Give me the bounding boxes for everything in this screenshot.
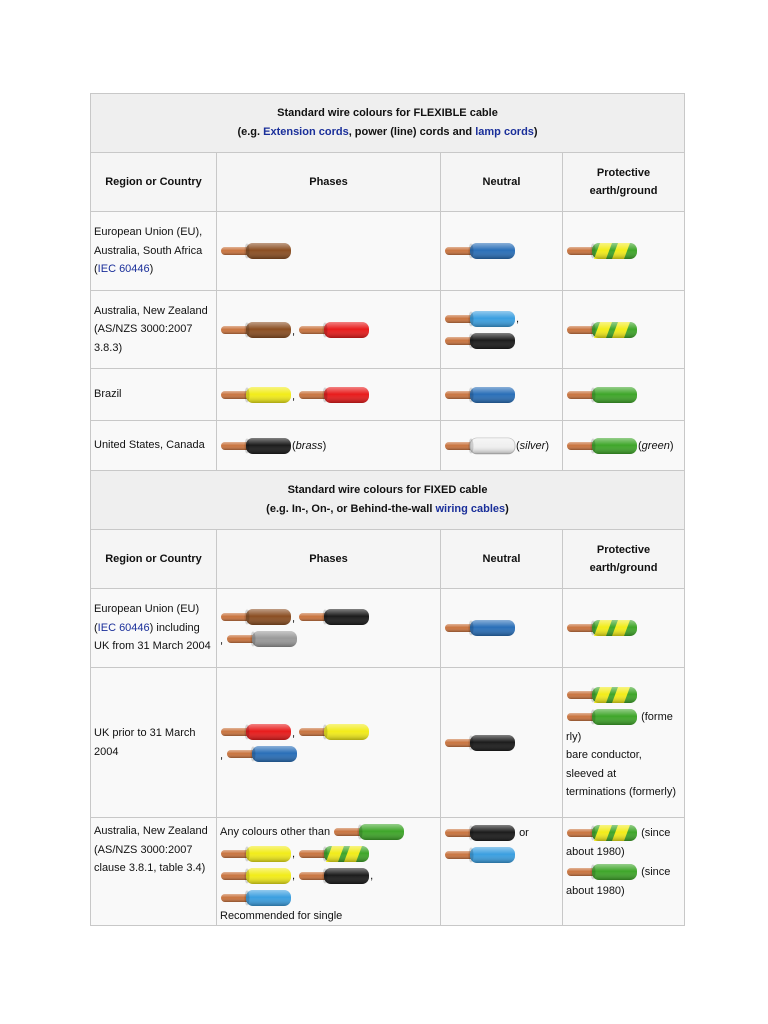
region-text: European Union (EU), [94,226,203,239]
earth-note: terminations (formerly) [566,786,677,798]
phases-cell [217,369,441,421]
ref-text: ( [94,621,98,634]
earth-cell [563,421,685,471]
neutral-caption: (silver) [516,439,550,452]
blue-wire-icon [444,619,516,637]
earth-header [563,153,685,212]
region-text: European Union (EU) [94,603,200,616]
iec-60446-link[interactable]: IEC 60446 [97,621,150,634]
region-text: (AS/NZS 3000:2007 [94,843,193,856]
red-wire-icon [298,321,370,339]
light-blue-wire-icon [444,846,516,864]
separator: , [292,325,296,337]
caption-text: brass [295,439,323,452]
separator: , [516,312,520,325]
region-cell [91,818,217,926]
black-wire-icon [444,824,516,842]
ref-text: ( [94,263,98,276]
table-row [91,818,685,926]
region-ref [94,619,213,638]
earth-cell [563,668,685,818]
since-text: about 1980) [566,885,625,897]
formerly-text: (forme [641,710,673,723]
region-cell [91,589,217,668]
earth-cell [563,589,685,668]
green-yellow-wire-icon [566,619,638,637]
brown-wire-icon [220,608,292,626]
since-text: about 1980) [566,846,625,858]
phase-caption: (brass) [292,439,327,452]
green-yellow-wire-icon [298,845,370,863]
green-yellow-wire-icon [566,686,638,704]
extension-cords-link[interactable]: Extension cords [263,126,349,138]
neutral-header: Neutral [441,530,563,589]
caption-text: silver [519,439,546,452]
subtitle-text: ) [533,126,538,138]
iec-60446-link[interactable]: IEC 60446 [97,263,150,276]
subtitle-text: (e.g. [237,126,264,138]
blue-wire-icon [226,745,298,763]
earth-cell [563,212,685,291]
light-blue-wire-icon [220,889,292,907]
neutral-cell [441,668,563,818]
fixed-cable-caption [91,471,685,530]
region-cell [91,668,217,818]
region-text: Australia, New Zealand [94,304,208,317]
phases-cell [217,212,441,291]
white-wire-icon [444,437,516,455]
table-row [91,421,685,471]
fixed-subtitle [94,500,681,519]
green-wire-icon [333,823,405,841]
neutral-cell [441,212,563,291]
phase-recommendation-text: Recommended for single [220,909,343,922]
region-text: clause 3.8.1, table 3.4) [94,862,206,874]
region-text: UK prior to 31 March [94,727,196,739]
or-text: or [519,826,529,839]
lamp-cords-link[interactable]: lamp cords [475,126,534,138]
light-blue-wire-icon [444,310,516,328]
region-cell: Brazil [91,369,217,421]
region-text: 2004 [94,745,119,758]
phases-cell [217,818,441,926]
subtitle-text: , power (line) cords and [348,126,476,138]
region-cell: United States, Canada [91,421,217,471]
table-row [91,589,685,668]
region-header: Region or Country [91,153,217,212]
region-text: Australia, South Africa [94,244,203,257]
earth-note: bare conductor, [566,749,642,761]
red-wire-icon [220,723,292,741]
separator: , [292,847,296,860]
subtitle-text: (e.g. In-, On-, or Behind-the-wall [266,503,436,515]
table-row [91,291,685,369]
ref-text: ) including [149,621,200,634]
separator: , [292,390,296,402]
flexible-cable-caption [91,94,685,153]
earth-header-line: Protective [596,544,651,556]
flexible-header-row [91,153,685,212]
region-text: Australia, New Zealand [94,825,208,837]
yellow-wire-icon [220,386,292,404]
neutral-cell [441,369,563,421]
blue-wire-icon [444,386,516,404]
since-text: (since [641,826,671,839]
neutral-header: Neutral [441,153,563,212]
brown-wire-icon [220,321,292,339]
region-cell [91,212,217,291]
ref-text: ) [149,263,154,276]
neutral-cell [441,818,563,926]
phase-intro-text: Any colours other than [220,825,331,838]
yellow-wire-icon [298,723,370,741]
region-text: 3.8.3) [94,341,123,354]
phases-cell [217,668,441,818]
wiring-cables-link[interactable]: wiring cables [435,503,506,515]
phases-cell [217,589,441,668]
table-row [91,369,685,421]
black-wire-icon [444,332,516,350]
separator: , [370,869,374,882]
since-text: (since [641,865,671,878]
neutral-cell [441,421,563,471]
flexible-title: Standard wire colours for FLEXIBLE cable [277,107,498,119]
caption-text: green [641,439,670,452]
green-wire-icon [566,863,638,881]
subtitle-text: ) [505,503,509,515]
yellow-wire-icon [220,867,292,885]
table-row [91,212,685,291]
separator: , [292,727,296,739]
black-wire-icon [298,867,370,885]
separator: , [292,612,296,625]
green-yellow-wire-icon [566,321,638,339]
region-ref [94,260,213,279]
green-wire-icon [566,386,638,404]
green-wire-icon [566,437,638,455]
neutral-cell [441,589,563,668]
separator: , [220,749,224,761]
green-yellow-wire-icon [566,242,638,260]
table-row [91,668,685,818]
black-wire-icon [220,437,292,455]
fixed-title: Standard wire colours for FIXED cable [287,484,488,496]
earth-header [563,530,685,589]
earth-note: sleeved at [566,767,617,780]
separator: , [292,869,296,882]
region-text: (AS/NZS 3000:2007 [94,323,193,336]
region-text: UK from 31 March 2004 [94,640,211,653]
yellow-wire-icon [220,845,292,863]
phases-header: Phases [217,530,441,589]
phases-header: Phases [217,153,441,212]
grey-wire-icon [226,630,298,648]
green-wire-icon [566,708,638,726]
brown-wire-icon [220,242,292,260]
wire-colour-table [90,93,685,926]
black-wire-icon [444,734,516,752]
red-wire-icon [298,386,370,404]
earth-cell [563,291,685,369]
earth-header-line: earth/ground [589,185,658,197]
earth-caption: (green) [638,439,674,452]
black-wire-icon [298,608,370,626]
earth-header-line: Protective [596,167,651,179]
earth-header-line: earth/ground [589,562,658,574]
formerly-text: rly) [566,730,582,743]
fixed-header-row [91,530,685,589]
earth-cell [563,369,685,421]
blue-wire-icon [444,242,516,260]
phases-cell [217,291,441,369]
separator: , [220,634,224,647]
neutral-cell [441,291,563,369]
phases-cell [217,421,441,471]
region-header: Region or Country [91,530,217,589]
green-yellow-wire-icon [566,824,638,842]
region-cell [91,291,217,369]
flexible-subtitle [94,123,681,142]
earth-cell [563,818,685,926]
